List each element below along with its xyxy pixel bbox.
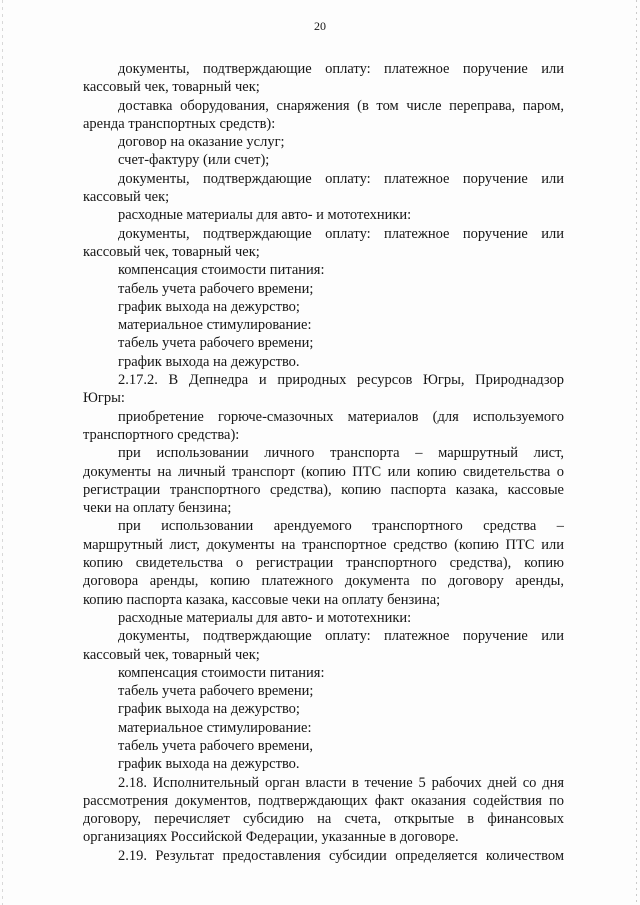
text-line: компенсация стоимости питания:	[118, 262, 325, 279]
text-line: график выхода на дежурство;	[118, 298, 300, 315]
text-line: договору, перечисляет субсидию на счета, открытые в финансовых	[83, 811, 564, 828]
text-line: доставка оборудования, снаряжения (в том числе переправа, паром,	[118, 97, 564, 114]
text-line: маршрутный лист, документы на транспортное средство (копию ПТС или	[83, 536, 564, 553]
text-line: график выхода на дежурство.	[118, 353, 300, 370]
text-line: табель учета рабочего времени;	[118, 280, 314, 297]
text-line: табель учета рабочего времени,	[118, 737, 314, 754]
text-line: чеки на оплату бензина;	[83, 500, 232, 517]
text-line: документы, подтверждающие оплату: платежное поручение или	[118, 61, 564, 77]
text-line: табель учета рабочего времени;	[118, 683, 314, 700]
scan-edge-left	[2, 0, 3, 905]
text-line: при использовании арендуемого транспортного средства –	[118, 518, 564, 535]
text-line: документы, подтверждающие оплату: платежное поручение или	[118, 628, 564, 645]
text-line: расходные материалы для авто- и мототехники:	[118, 207, 412, 224]
text-line: Югры:	[83, 390, 125, 407]
text-line: регистрации транспортного средства), копию паспорта казака, кассовые	[83, 481, 564, 498]
scan-edge-right	[636, 0, 637, 905]
text-line: договор на оказание услуг;	[118, 134, 285, 151]
text-line: рассмотрения документов, подтверждающих факт оказания содействия по	[83, 792, 564, 809]
text-line: копию паспорта казака, кассовые чеки на оплату бензина;	[83, 591, 441, 608]
text-line: 2.18. Исполнительный орган власти в течение 5 рабочих дней со дня	[118, 774, 564, 791]
text-line: материальное стимулирование:	[118, 719, 312, 736]
text-line: документы, подтверждающие оплату: платежное поручение или	[118, 170, 564, 187]
text-line: при использовании личного транспорта – маршрутный лист,	[118, 445, 564, 462]
text-line: 2.17.2. В Депнедра и природных ресурсов Югры, Природнадзор	[118, 372, 564, 389]
text-line: организациях Российской Федерации, указанные в договоре.	[83, 829, 459, 846]
text-line: график выхода на дежурство.	[118, 756, 300, 773]
text-line: договора аренды, копию платежного документа по договору аренды,	[83, 573, 564, 590]
text-line: кассовый чек, товарный чек;	[83, 646, 260, 663]
text-line: материальное стимулирование:	[118, 317, 312, 334]
text-line: транспортного средства):	[83, 426, 240, 443]
text-line: документы, подтверждающие оплату: платежное поручение или	[118, 225, 564, 242]
text-line: копию свидетельства о регистрации транспортного средства), копию	[83, 555, 564, 572]
text-line: кассовый чек, товарный чек;	[83, 243, 260, 260]
text-line: кассовый чек, товарный чек;	[83, 79, 260, 96]
text-line: расходные материалы для авто- и мототехники:	[118, 609, 412, 626]
text-line: счет-фактуру (или счет);	[118, 152, 270, 169]
document-body	[83, 60, 564, 865]
text-line: график выхода на дежурство;	[118, 701, 300, 718]
text-line: аренда транспортных средств):	[83, 115, 276, 132]
text-line: 2.19. Результат предоставления субсидии определяется количеством	[118, 847, 564, 864]
page-number: 20	[314, 19, 326, 33]
text-line: компенсация стоимости питания:	[118, 664, 325, 681]
text-line: табель учета рабочего времени;	[118, 335, 314, 352]
text-line: документы на личный транспорт (копию ПТС или копию свидетельства о	[83, 463, 564, 480]
text-line: кассовый чек;	[83, 189, 170, 206]
text-line: приобретение горюче-смазочных материалов (для используемого	[118, 408, 564, 425]
